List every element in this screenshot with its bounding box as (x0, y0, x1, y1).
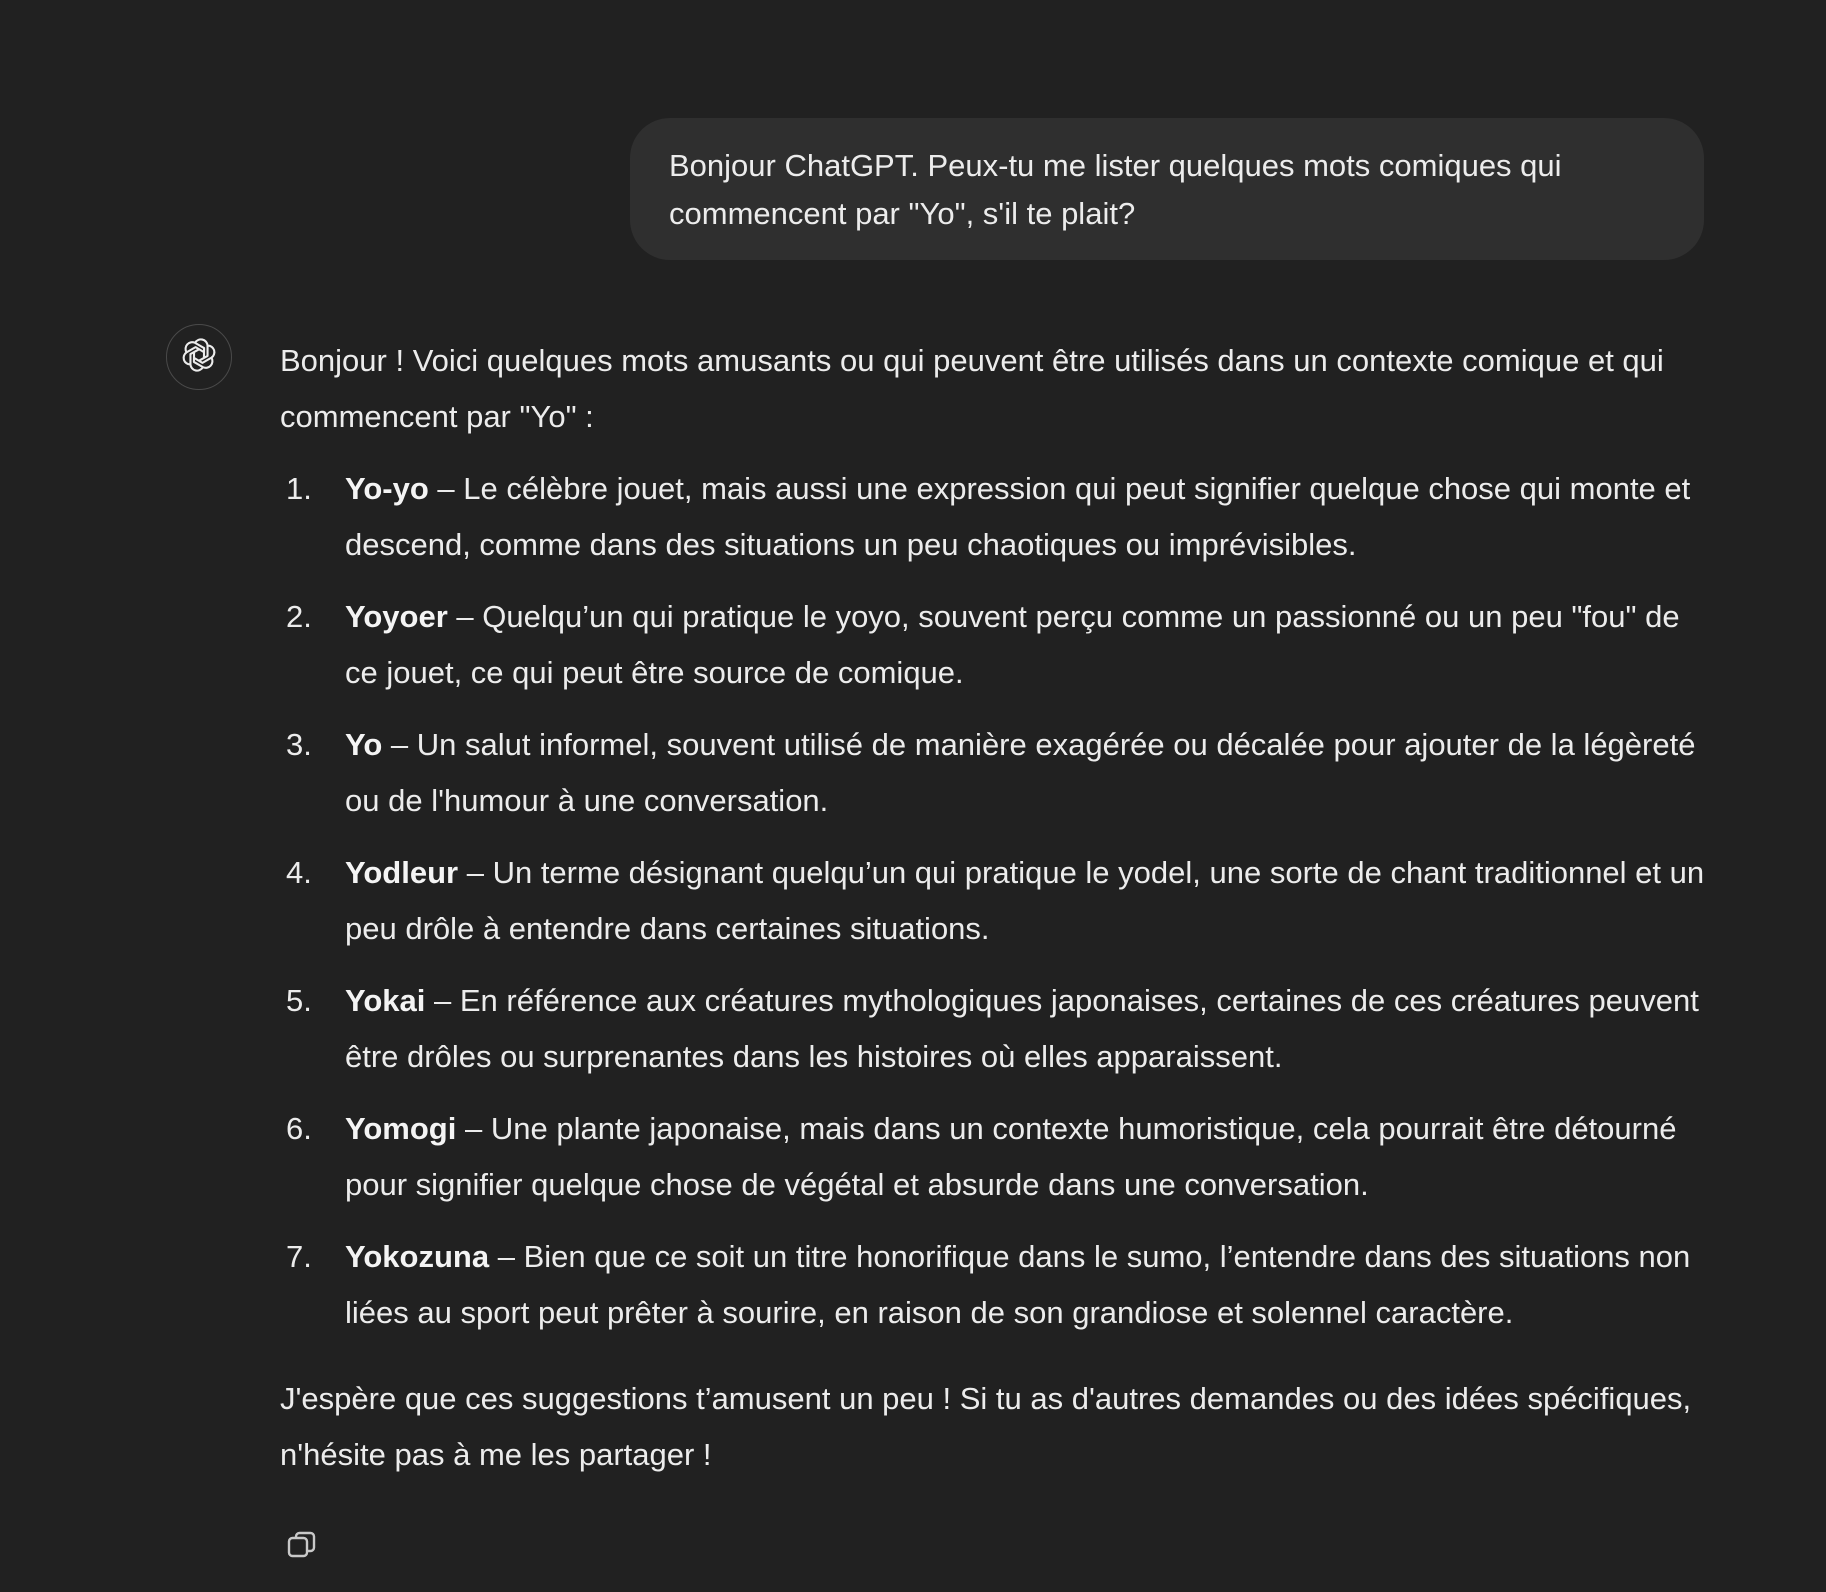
assistant-avatar (166, 324, 232, 390)
user-message-bubble (630, 118, 1704, 260)
list-item (280, 717, 1710, 829)
list-item-text: – Un salut informel, souvent utilisé de manière exagérée ou décalée pour ajouter de la légèreté ou de l'humour à une conversation. (345, 727, 1696, 818)
openai-logo-icon (180, 336, 218, 379)
list-item (280, 845, 1710, 957)
list-item (280, 461, 1710, 573)
list-item-text: – En référence aux créatures mythologiques japonaises, certaines de ces créatures peuvent être drôles ou surprenantes dans les histoires où elles apparaissent. (345, 983, 1699, 1074)
list-item-number: 6. (286, 1111, 312, 1146)
list-item-text: – Quelqu’un qui pratique le yoyo, souvent perçu comme un passionné ou un peu "fou" de ce jouet, ce qui peut être source de comique. (345, 599, 1680, 690)
list-item-term: Yomogi (345, 1111, 457, 1146)
list-item-text: – Bien que ce soit un titre honorifique dans le sumo, l’entendre dans des situations non liées au sport peut prêter à sourire, en raison de son grandiose et solennel caractère. (345, 1239, 1691, 1330)
list-item (280, 1229, 1710, 1341)
list-item (280, 973, 1710, 1085)
list-item-number: 7. (286, 1239, 312, 1274)
list-item (280, 589, 1710, 701)
assistant-message (280, 333, 1710, 1483)
list-item-text: – Une plante japonaise, mais dans un contexte humoristique, cela pourrait être détourné pour signifier quelque chose de végétal et absurde dans une conversation. (345, 1111, 1677, 1202)
list-item-term: Yoyoer (345, 599, 448, 634)
list-item-term: Yo-yo (345, 471, 429, 506)
list-item-term: Yo (345, 727, 383, 762)
list-item-number: 1. (286, 471, 312, 506)
list-item-text: – Un terme désignant quelqu’un qui pratique le yodel, une sorte de chant traditionnel et un peu drôle à entendre dans certaines situations. (345, 855, 1705, 946)
copy-icon (285, 1528, 319, 1567)
list-item-term: Yokozuna (345, 1239, 490, 1274)
list-item-term: Yodleur (345, 855, 459, 890)
list-item-number: 2. (286, 599, 312, 634)
list-item-text: – Le célèbre jouet, mais aussi une expression qui peut signifier quelque chose qui monte et descend, comme dans des situations un peu chaotiques ou imprévisibles. (345, 471, 1691, 562)
list-item-term: Yokai (345, 983, 426, 1018)
answer-list (280, 461, 1710, 1341)
list-item (280, 1101, 1710, 1213)
list-item-number: 3. (286, 727, 312, 762)
assistant-outro: J'espère que ces suggestions t’amusent un peu ! Si tu as d'autres demandes ou des idées spécifiques, n'hésite pas à me les partager ! (280, 1381, 1692, 1472)
assistant-intro: Bonjour ! Voici quelques mots amusants ou qui peuvent être utilisés dans un contexte comique et qui commencent par "Yo" : (280, 343, 1664, 434)
user-message-text: Bonjour ChatGPT. Peux-tu me lister quelques mots comiques qui commencent par "Yo", s'il te plait? (669, 148, 1562, 231)
list-item-number: 5. (286, 983, 312, 1018)
list-item-number: 4. (286, 855, 312, 890)
copy-button[interactable] (283, 1528, 321, 1566)
